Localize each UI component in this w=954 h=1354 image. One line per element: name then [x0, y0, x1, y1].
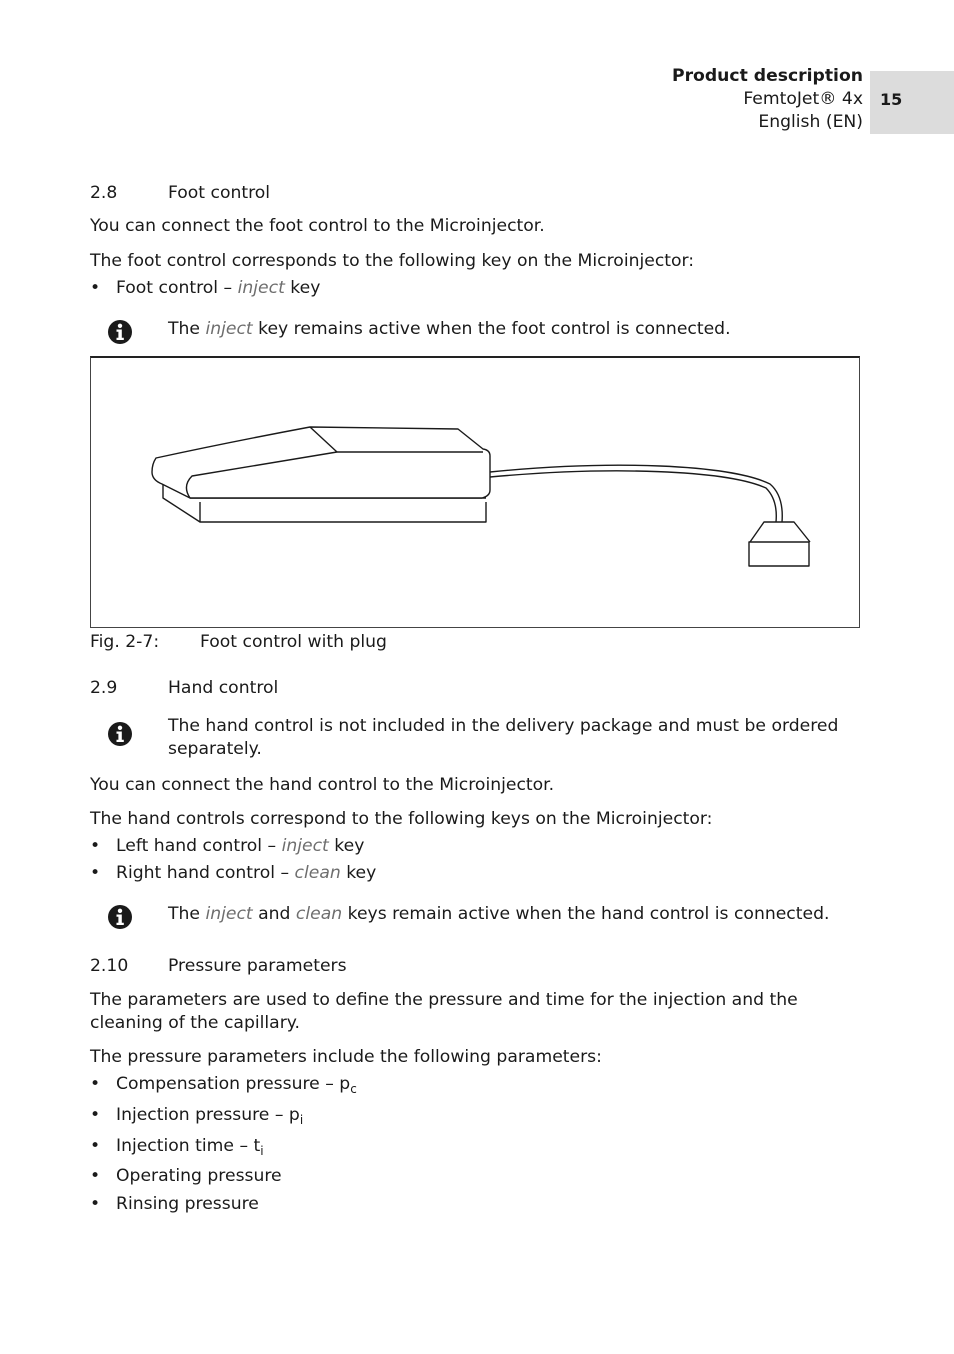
paragraph: The foot control corresponds to the following key on the Microinjector: — [90, 251, 695, 271]
note-text — [168, 903, 858, 926]
note-text-part: The — [168, 904, 206, 924]
list-item-text: Left hand control – — [116, 836, 282, 856]
page-header — [672, 65, 863, 134]
key-name: inject — [281, 836, 329, 856]
key-name: inject — [205, 319, 253, 339]
paragraph: The pressure parameters include the following parameters: — [90, 1047, 602, 1067]
figure-frame — [90, 356, 860, 628]
list-item-text: Right hand control – — [116, 863, 295, 883]
key-name: inject — [237, 278, 285, 298]
paragraph: You can connect the hand control to the Microinjector. — [90, 775, 555, 795]
note-text: The hand control is not included in the delivery package and must be ordered separately. — [168, 716, 839, 759]
section-title-foot-control: Foot control — [168, 183, 271, 203]
paragraph: The parameters are used to define the pressure and time for the injection and the cleaning of the capillary. — [90, 990, 798, 1033]
info-icon — [107, 904, 133, 930]
key-name: clean — [294, 863, 341, 883]
subscript: c — [350, 1082, 357, 1096]
list-item: • Left hand control – inject key — [90, 836, 365, 856]
info-icon — [107, 721, 133, 747]
note-text-part: and — [252, 904, 296, 924]
paragraph: You can connect the foot control to the Microinjector. — [90, 216, 545, 236]
subscript: i — [299, 1113, 304, 1127]
list-item-text: key — [284, 278, 321, 298]
subscript: i — [260, 1144, 264, 1158]
figure-number: Fig. 2-7: — [90, 632, 160, 652]
section-title-hand-control: Hand control — [168, 678, 279, 698]
note-text-part: keys remain active when the hand control is connected. — [342, 904, 830, 924]
key-name: inject — [205, 904, 253, 924]
list-item-text: Rinsing pressure — [116, 1194, 259, 1214]
list-item-text: Compensation pressure – p — [116, 1074, 351, 1094]
list-item-text: Foot control – — [116, 278, 238, 298]
section-number-2-10: 2.10 — [90, 956, 129, 976]
header-title: Product description — [671, 66, 863, 86]
list-item-text: key — [328, 836, 365, 856]
figure-caption: Foot control with plug — [200, 632, 387, 652]
list-item-text: Injection pressure – p — [116, 1105, 300, 1125]
section-title-pressure-parameters: Pressure parameters — [168, 956, 347, 976]
note-text-part: The — [168, 319, 206, 339]
list-item: • Injection time – $t_i$ — [90, 1136, 264, 1158]
list-item: • Foot control – inject key — [90, 278, 321, 298]
info-icon — [107, 319, 133, 345]
list-item-text: Operating pressure — [116, 1166, 282, 1186]
plug-top — [750, 522, 810, 542]
section-number-2-8: 2.8 — [90, 183, 118, 203]
list-item: • Compensation pressure – $p_c$ — [90, 1074, 357, 1096]
header-language: English (EN) — [758, 112, 863, 132]
key-name: clean — [295, 904, 343, 924]
page-number: 15 — [880, 90, 903, 109]
foot-control-illustration — [90, 356, 860, 628]
note-text — [168, 318, 858, 341]
list-item-text: key — [340, 863, 377, 883]
list-item: • Rinsing pressure — [90, 1194, 259, 1214]
list-item: • Injection pressure – $p_i$ — [90, 1105, 304, 1127]
section-number-2-9: 2.9 — [90, 678, 118, 698]
note-text-part: key remains active when the foot control is connected. — [252, 319, 731, 339]
list-item: • Operating pressure — [90, 1166, 282, 1186]
list-item: • Right hand control – clean key — [90, 863, 377, 883]
header-product: FemtoJet® 4x — [743, 89, 863, 109]
plug-body — [749, 542, 809, 566]
list-item-text: Injection time – t — [116, 1136, 261, 1156]
paragraph: The hand controls correspond to the following keys on the Microinjector: — [90, 809, 713, 829]
